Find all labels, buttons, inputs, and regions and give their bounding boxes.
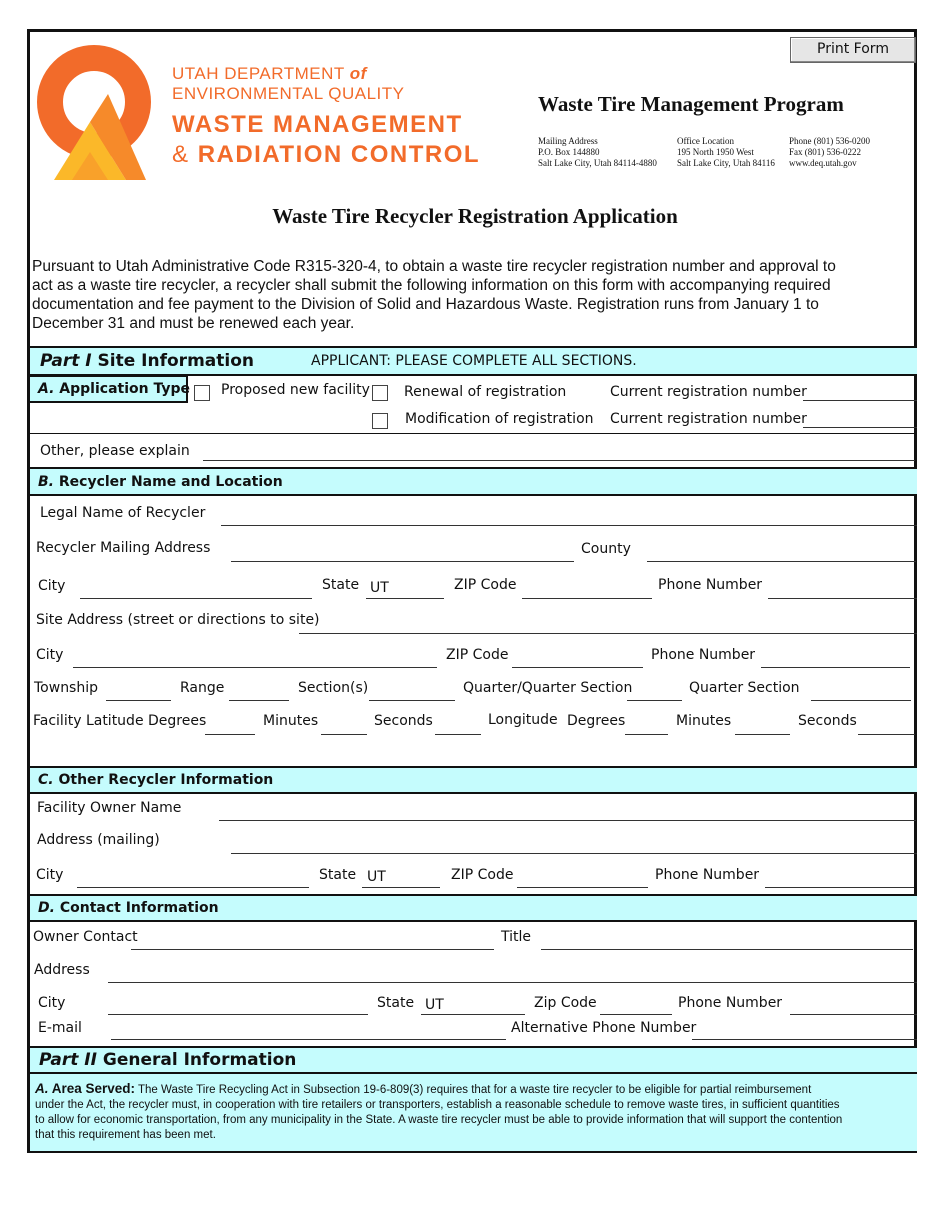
owner-city-label: City [36,867,64,883]
area-served-text [35,1081,915,1143]
zip-input[interactable] [522,598,652,599]
current-reg-label-2: Current registration number [610,411,807,427]
long-minutes-input[interactable] [735,734,790,735]
section-a-heading [38,381,190,397]
current-reg-input-1[interactable] [803,400,917,401]
part1-heading [40,351,254,371]
part1-note: APPLICANT: PLEASE COMPLETE ALL SECTIONS. [311,353,637,369]
owner-contact-label: Owner Contact [33,929,138,945]
contact-phone: Phone (801) 536-0200 [789,136,870,146]
contact-phone-label: Phone Number [678,995,783,1011]
sections-input[interactable] [369,700,455,701]
part1-title: Site Information [97,351,254,371]
owner-address-label: Address (mailing) [37,832,160,848]
lat-degrees-label: Degrees [148,713,207,729]
qq-section-label: Quarter/Quarter Section [463,680,633,696]
logo-line1: UTAH DEPARTMENT [172,64,350,83]
intro-line: Pursuant to Utah Administrative Code R315-320-4, to obtain a waste tire recycler registration number and approval to [32,258,836,275]
q-section-label: Quarter Section [689,680,800,696]
renewal-label: Renewal of registration [404,384,567,400]
renewal-checkbox[interactable] [372,385,388,401]
current-reg-input-2[interactable] [803,427,917,428]
intro-line: documentation and fee payment to the Division of Solid and Hazardous Waste. Registration runs from January 1 to [32,296,819,313]
modification-checkbox[interactable] [372,413,388,429]
section-a-title: Application Type [59,381,190,397]
legal-name-input[interactable] [221,525,917,526]
section-a-letter: A. [38,381,55,397]
facility-latitude-label: Facility Latitude [33,713,144,729]
site-city-label: City [36,647,64,663]
long-seconds-input[interactable] [858,734,915,735]
contact-fax: Fax (801) 536-0222 [789,147,861,157]
section-b-heading [38,474,283,490]
contact-zip-label: Zip Code [534,995,597,1011]
contact-state-input[interactable] [421,1014,525,1015]
mailing-address-label: Recycler Mailing Address [36,540,211,556]
section-c-heading [38,772,273,788]
part2-label: Part II [39,1050,97,1070]
county-input[interactable] [647,561,916,562]
section-c-title: Other Recycler Information [58,772,274,788]
state-label: State [322,577,360,593]
email-input[interactable] [111,1039,506,1040]
site-phone-label: Phone Number [651,647,756,663]
mailing-line1: P.O. Box 144880 [538,147,600,157]
owner-state-label: State [319,867,357,883]
office-label: Office Location [677,136,735,146]
divider [30,433,917,434]
modification-label: Modification of registration [405,411,594,427]
contact-state-value: UT [425,997,444,1013]
proposed-new-checkbox[interactable] [194,385,210,401]
other-explain-label: Other, please explain [40,443,190,459]
long-minutes-label: Minutes [676,713,732,729]
contact-zip-input[interactable] [600,1014,672,1015]
legal-name-label: Legal Name of Recycler [40,505,206,521]
long-seconds-label: Seconds [798,713,857,729]
alt-phone-input[interactable] [692,1039,917,1040]
section-b-letter: B. [38,474,54,490]
township-label: Township [34,680,99,696]
part1-label: Part I [40,351,92,371]
part2-heading [39,1050,296,1070]
area-served-line: under the Act, the recycler must, in cooperation with tire retailers or transporters, establish a reasonable schedule to remove waste tires, in sufficient quantities [35,1099,840,1111]
logo-line4: RADIATION CONTROL [197,141,481,168]
intro-line: act as a waste tire recycler, a recycler shall submit the following information on this form with accompanying required [32,277,831,294]
owner-phone-input[interactable] [765,887,914,888]
owner-state-input[interactable] [362,887,440,888]
owner-name-input[interactable] [219,820,916,821]
area-served-letter: A. [35,1081,49,1096]
owner-phone-label: Phone Number [655,867,760,883]
state-value: UT [370,580,389,596]
state-input[interactable] [366,598,444,599]
deq-logo-icon [36,44,154,180]
other-explain-input[interactable] [203,460,915,461]
contact-title-label: Title [501,929,532,945]
sections-label: Section(s) [298,680,369,696]
contact-address-label: Address [34,962,90,978]
logo-text [172,64,480,170]
township-input[interactable] [106,700,171,701]
area-served-line: to allow for economic transportation, from any municipality in the State. A waste tire recycler must be able to provide information that will support the contention [35,1114,843,1126]
long-degrees-input[interactable] [625,734,668,735]
current-reg-label-1: Current registration number [610,384,807,400]
section-b-title: Recycler Name and Location [58,474,283,490]
mailing-line2: Salt Lake City, Utah 84114-4880 [538,158,657,168]
longitude-label: Longitude [488,712,558,728]
alt-phone-label: Alternative Phone Number [511,1020,697,1036]
owner-state-value: UT [367,869,386,885]
logo-line1-of: of [349,64,367,83]
contact-phone-input[interactable] [790,1014,917,1015]
site-zip-label: ZIP Code [446,647,509,663]
owner-name-label: Facility Owner Name [37,800,182,816]
phone-input[interactable] [768,598,917,599]
long-degrees-label: Degrees [567,713,626,729]
section-d-letter: D. [38,900,55,916]
proposed-new-label: Proposed new facility [221,382,370,398]
program-title: Waste Tire Management Program [538,92,844,116]
section-d-title: Contact Information [59,900,219,916]
county-label: County [581,541,631,557]
qq-section-input[interactable] [627,700,682,701]
contact-city-label: City [38,995,66,1011]
contact-title-input[interactable] [541,949,913,950]
lat-seconds-label: Seconds [374,713,433,729]
lat-minutes-input[interactable] [321,734,367,735]
site-zip-input[interactable] [512,667,643,668]
office-address-block [677,136,775,169]
site-address-label: Site Address (street or directions to site) [36,612,320,628]
form-title: Waste Tire Recycler Registration Application [272,204,678,228]
area-served-line: The Waste Tire Recycling Act in Subsection 19-6-809(3) requires that for a waste tire recycler to be eligible for partial reimbursement [138,1084,812,1096]
zip-label: ZIP Code [454,577,517,593]
logo-ampersand: & [172,141,198,168]
logo-line3: WASTE MANAGEMENT [172,111,463,138]
part2-title: General Information [102,1050,297,1070]
owner-city-input[interactable] [77,887,309,888]
intro-line: December 31 and must be renewed each year. [32,315,355,332]
site-city-input[interactable] [73,667,437,668]
logo-line2: ENVIRONMENTAL QUALITY [172,84,405,103]
email-label: E-mail [38,1020,82,1036]
owner-zip-label: ZIP Code [451,867,514,883]
owner-address-input[interactable] [231,853,917,854]
intro-paragraph [32,257,916,333]
lat-seconds-input[interactable] [435,734,481,735]
area-served-title: Area Served: [51,1081,135,1096]
office-line1: 195 North 1950 West [677,147,754,157]
contact-state-label: State [377,995,415,1011]
contact-web: www.deq.utah.gov [789,158,857,168]
mailing-address-input[interactable] [231,561,574,562]
contact-city-input[interactable] [108,1014,368,1015]
owner-contact-input[interactable] [131,949,494,950]
phone-label: Phone Number [658,577,763,593]
print-form-button[interactable]: Print Form [790,37,916,63]
site-phone-input[interactable] [761,667,910,668]
range-label: Range [180,680,225,696]
contact-block [789,136,870,169]
section-d-heading [38,900,219,916]
section-c-letter: C. [38,772,54,788]
lat-degrees-input[interactable] [205,734,255,735]
q-section-input[interactable] [811,700,911,701]
mailing-address-block [538,136,657,169]
city-input[interactable] [80,598,312,599]
city-label: City [38,578,66,594]
area-served-line: that this requirement has been met. [35,1129,216,1141]
owner-zip-input[interactable] [517,887,648,888]
range-input[interactable] [229,700,289,701]
mailing-label: Mailing Address [538,136,598,146]
office-line2: Salt Lake City, Utah 84116 [677,158,775,168]
contact-address-input[interactable] [108,982,917,983]
lat-minutes-label: Minutes [263,713,319,729]
site-address-input[interactable] [299,633,917,634]
